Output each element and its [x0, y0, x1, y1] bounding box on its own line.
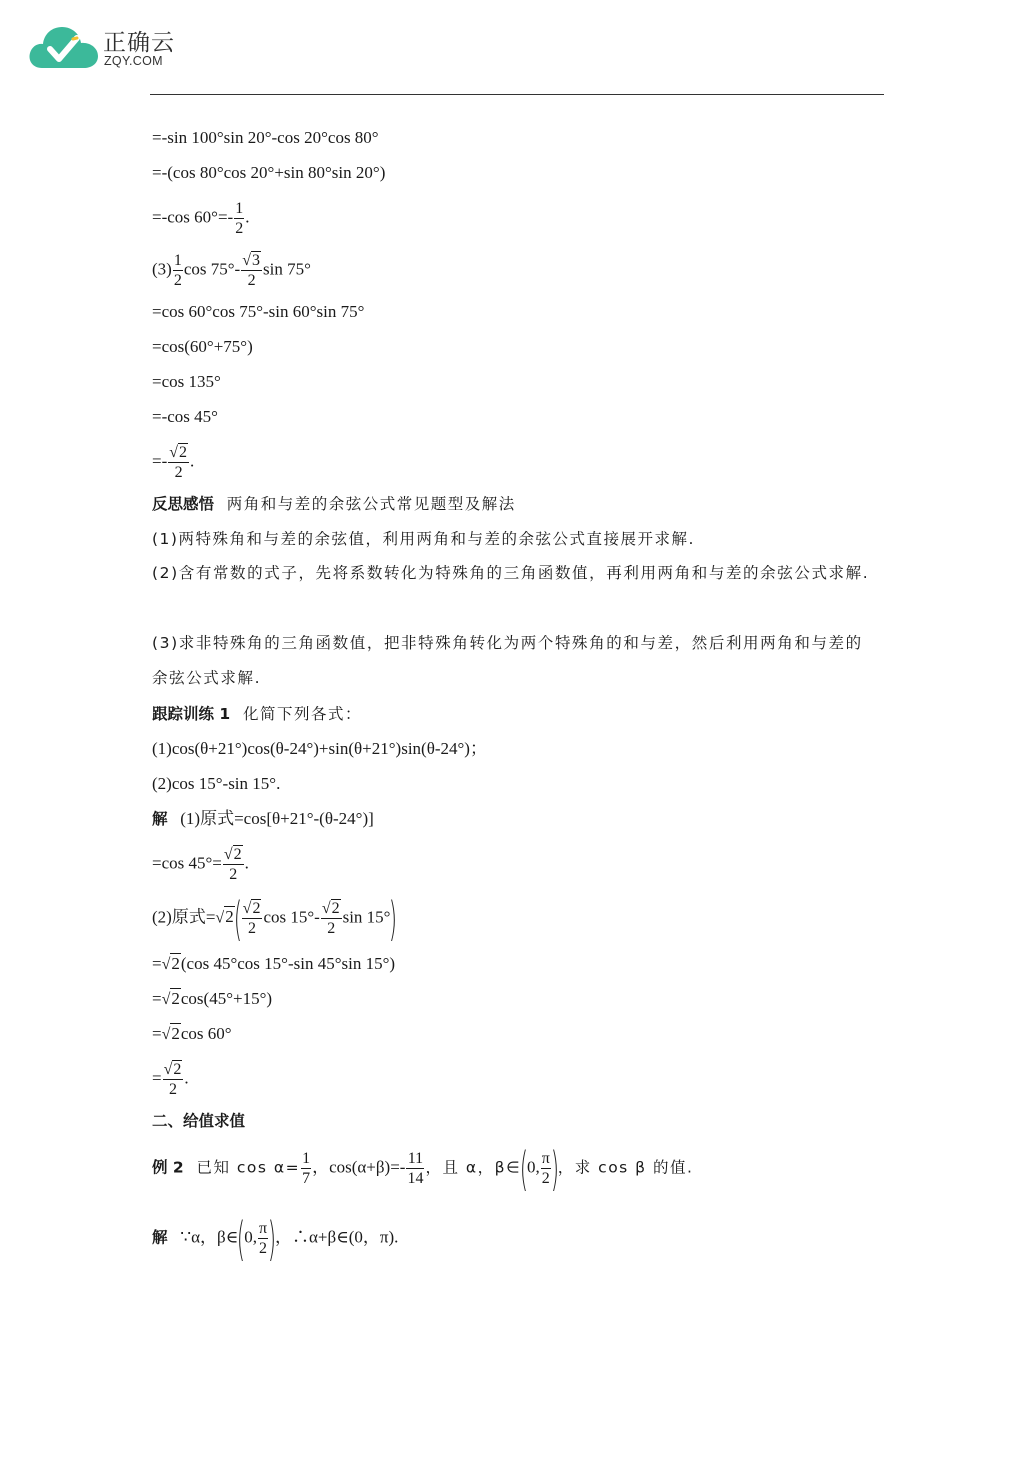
example-2: 例 2 已知 cos α= $\frac{1}{7}$ ，cos(α+β)=- $\frac{11}{14}$ ，且 α，β∈(0, $\frac{\pi}{2}$ )，求 cos β 的值.: [152, 1141, 694, 1196]
line-5: =cos 60°cos 75°-sin 60°sin 75°: [152, 302, 365, 321]
solution-line-7: = $\frac{√2}{2}$ .: [152, 1061, 189, 1098]
fraction: $\frac{√3}{2}$: [242, 252, 260, 289]
solution-line-4: =√2(cos 45°cos 15°-sin 45°sin 15°): [152, 954, 396, 973]
fraction: $\frac{\pi}{2}$: [258, 1220, 268, 1257]
reflection-point-3: (3)求非特殊角的三角函数值，把非特殊角转化为两个特殊角的和与差，然后利用两角和与差的余弦公式求解.: [152, 634, 863, 687]
fraction: $\frac{1}{2}$: [173, 252, 182, 289]
line-7: =cos 135°: [152, 372, 221, 391]
line-2: =-(cos 80°cos 20°+sin 80°sin 20°): [152, 163, 386, 182]
line-8: =-cos 45°: [152, 407, 218, 426]
training-item-1: (1)cos(θ+21°)cos(θ-24°)+sin(θ+21°)sin(θ-24°)；: [152, 739, 487, 758]
sqrt-sign: √: [169, 444, 179, 461]
fraction: $\frac{\pi}{2}$: [541, 1150, 550, 1187]
logo-chinese-text: 正确云: [103, 30, 175, 56]
line-4: (3) $\frac{1}{2}$ cos 75°- $\frac{√3}{2}$ sin 75°: [152, 252, 311, 289]
fraction: $\frac{√2}{2}$: [321, 900, 340, 937]
header-divider: [150, 94, 884, 95]
solution-line-3: (2)原式=√2( $\frac{√2}{2}$ cos 15°- $\frac{√2}{2}$ sin 15°): [152, 891, 398, 946]
fraction: $\frac{√2}{2}$: [223, 846, 242, 883]
reflection-heading: 反思感悟 两角和与差的余弦公式常见题型及解法: [152, 495, 516, 513]
training-heading: 跟踪训练 1 化简下列各式：: [152, 705, 362, 723]
solution-line-1: 解 (1)原式=cos[θ+21°-(θ-24°)]: [152, 809, 374, 828]
solution-line-2: =cos 45°= $\frac{√2}{2}$ .: [152, 846, 249, 883]
solution-line-5: =√2cos(45°+15°): [152, 989, 273, 1008]
fraction: $\frac{√2}{2}$: [169, 444, 188, 481]
reflection-point-1: (1)两特殊角和与差的余弦值，利用两角和与差的余弦公式直接展开求解.: [152, 530, 695, 548]
training-item-2: (2)cos 15°-sin 15°.: [152, 774, 281, 793]
reflection-point-2: (2)含有常数的式子，先将系数转化为特殊角的三角函数值，再利用两角和与差的余弦公式求解.: [152, 564, 870, 582]
line-1: =-sin 100°sin 20°-cos 20°cos 80°: [152, 128, 379, 147]
logo: [28, 22, 188, 78]
example-2-solution: 解 ∵α，β∈(0, $\frac{\pi}{2}$ )，∴α+β∈(0，π).: [152, 1211, 399, 1266]
sqrt-sign: √: [242, 252, 251, 269]
line-6: =cos(60°+75°): [152, 337, 253, 356]
cloud-check-icon: [28, 22, 100, 72]
fraction: $\frac{11}{14}$: [407, 1150, 424, 1187]
line-9: =- $\frac{√2}{2}$ .: [152, 444, 195, 481]
solution-line-6: =√2cos 60°: [152, 1024, 232, 1043]
fraction: $\frac{1}{2}$: [235, 200, 244, 237]
section-heading-2: 二、给值求值: [152, 1112, 246, 1130]
line-3: =-cos 60°=- $\frac{1}{2}$ .: [152, 200, 250, 237]
fraction: $\frac{1}{7}$: [302, 1150, 311, 1187]
fraction: $\frac{√2}{2}$: [163, 1061, 182, 1098]
logo-domain-text: ZQY.COM: [104, 54, 163, 68]
document-body: [152, 120, 872, 1266]
fraction: $\frac{√2}{2}$: [242, 900, 261, 937]
